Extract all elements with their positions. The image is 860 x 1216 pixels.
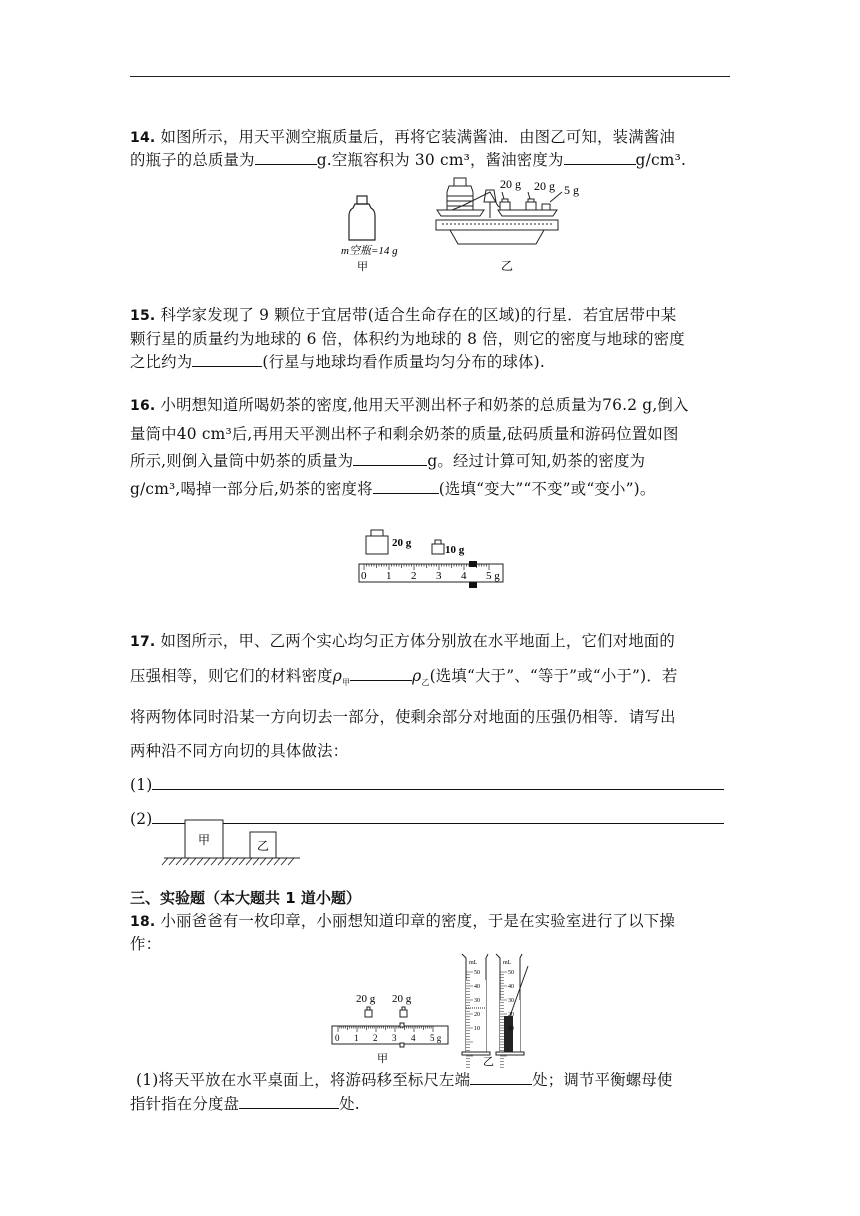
rider: [469, 582, 477, 588]
weight-label: 5 g: [564, 183, 579, 197]
rider-scale-figure: [330, 986, 452, 1066]
left-pan: [437, 210, 484, 216]
weight-label: 10 g: [445, 544, 465, 556]
figure-label-jia: 甲: [357, 261, 368, 273]
cylinder-tick-label: 30: [474, 998, 480, 1004]
scale-tick-label: 2: [411, 570, 417, 582]
cylinder-tick-label: 20: [474, 1012, 480, 1018]
scale-tick-label: 5 g: [486, 570, 500, 582]
figure-label-yi: 乙: [483, 1056, 494, 1068]
rider: [400, 1043, 404, 1047]
cube-label: 甲: [198, 833, 211, 847]
figure-label-jia: 甲: [377, 1053, 388, 1065]
full-bottle: [447, 178, 473, 210]
figure-label-yi: 乙: [501, 259, 514, 273]
question-text: (选填“大于”、“等于”或“小于”)．若: [429, 667, 678, 685]
question-number: 16.: [130, 398, 156, 414]
scale-tick-label: 1: [386, 570, 392, 582]
cylinder-tick-label: 50: [508, 970, 514, 976]
weight-20g: [365, 1010, 372, 1017]
cylinder-tick-label: 10: [508, 1026, 514, 1032]
question-text: 空瓶容积为 30 cm³，酱油密度为: [331, 151, 564, 169]
cubes-figure: [160, 814, 310, 870]
scale-tick-label: 0: [361, 570, 367, 582]
empty-bottle-figure: [335, 194, 415, 276]
question-text: (1)将天平放在水平桌面上，将游码移至标尺左端: [136, 1071, 471, 1089]
answer-blank[interactable]: [192, 352, 262, 367]
rho-symbol: ρ: [332, 667, 342, 685]
unit-label: mL: [469, 960, 478, 966]
bottle-caption: m空瓶=14 g: [341, 245, 398, 257]
answer-blank[interactable]: [470, 1070, 532, 1085]
question-number: 17.: [130, 634, 156, 650]
unit-text: g.: [316, 151, 332, 169]
question-16: [130, 392, 730, 503]
weight-label: 20 g: [356, 993, 376, 1005]
question-text: 将两物体同时沿某一方向切去一部分，使剩余部分对地面的压强仍相等．请写出: [130, 708, 676, 727]
cylinder-left: [462, 954, 488, 1068]
question-14: [130, 126, 730, 171]
answer-line[interactable]: [152, 775, 724, 790]
question-text: 小明想知道所喝奶茶的密度,他用天平测出杯子和奶茶的总质量为76.2 g,倒入: [160, 396, 689, 414]
answer-blank[interactable]: [239, 1094, 339, 1109]
question-text: 处；调节平衡螺母使: [532, 1071, 673, 1089]
cylinder-tick-label: 40: [474, 984, 480, 990]
question-text: 所示,则倒入量筒中奶茶的质量为: [130, 452, 354, 470]
answer-blank[interactable]: [255, 150, 317, 165]
question-text: 处.: [339, 1095, 360, 1113]
weight-20g: [400, 1010, 407, 1017]
question-text: 作：: [130, 935, 162, 953]
scale-tick-label: 4: [411, 1033, 416, 1043]
question-number: 14.: [130, 130, 156, 146]
answer-blank[interactable]: [564, 150, 636, 165]
cylinder-right: [496, 954, 528, 1068]
rho-subscript: 甲: [341, 678, 351, 688]
question-number: 18.: [130, 914, 156, 930]
question-text: 量筒中40 cm³后,再用天平测出杯子和剩余奶茶的质量,砝码质量和游码位置如图: [130, 424, 679, 443]
scale-tick-label: 4: [461, 570, 467, 582]
weight-10g: [432, 544, 444, 554]
header-rule: [130, 76, 730, 77]
cylinder-tick-label: 20: [508, 1012, 514, 1018]
question-text: 两种沿不同方向切的具体做法：: [130, 742, 349, 761]
scale-ruler: [359, 564, 503, 582]
rho-subscript: 乙: [421, 678, 430, 688]
cube-label: 乙: [257, 839, 270, 853]
rho-symbol: ρ: [412, 667, 422, 685]
weight-label: 20 g: [392, 537, 412, 549]
answer-index: (2): [130, 810, 153, 829]
cylinder-tick-label: 30: [508, 998, 514, 1004]
scale-tick-label: 2: [373, 1033, 378, 1043]
question-18: [130, 910, 730, 955]
section-title: 三、实验题（本大题共 1 道小题）: [130, 889, 361, 907]
question-number: 15.: [130, 308, 156, 324]
rider: [469, 561, 477, 567]
scale-tick-label: 0: [335, 1033, 340, 1043]
weights-and-rider-figure: [356, 526, 506, 590]
question-text: g。经过计算可知,奶茶的密度为: [427, 452, 646, 470]
unit-text: g/cm³.: [635, 151, 687, 169]
scale-tick-label: 3: [392, 1033, 397, 1043]
scale-tick-label: 3: [436, 570, 442, 582]
weight-label: 20 g: [534, 179, 555, 193]
unit-label: mL: [503, 960, 512, 966]
answer-blank[interactable]: [350, 666, 412, 681]
question-17: [130, 624, 730, 836]
cylinder-tick-label: 50: [474, 970, 480, 976]
cylinder-tick-label: 40: [508, 984, 514, 990]
question-text: 如图所示，甲、乙两个实心均匀正方体分别放在水平地面上，它们对地面的: [160, 632, 675, 650]
question-text: 压强相等，则它们的材料密度: [130, 667, 333, 685]
weight-20g: [366, 536, 388, 554]
question-text: (选填“变大”“不变”或“变小”)。: [438, 479, 656, 498]
weight-20g: [526, 202, 536, 210]
weight-5g: [542, 204, 550, 210]
question-text: 科学家发现了 9 颗位于宜居带(适合生命存在的区域)的行星．若宜居带中某: [160, 306, 677, 324]
rider: [400, 1023, 404, 1027]
balance-figure: [432, 172, 602, 276]
scale-tick-label: 5 g: [430, 1033, 442, 1043]
right-pan: [498, 210, 557, 216]
question-text: (行星与地球均看作质量均匀分布的球体).: [262, 353, 545, 371]
balance-base: [436, 220, 558, 230]
answer-index: (1): [130, 776, 153, 795]
answer-blank[interactable]: [353, 451, 427, 466]
weight-label: 20 g: [500, 177, 521, 191]
weight-label: 20 g: [392, 993, 412, 1005]
seal-in-water: [504, 1016, 513, 1052]
cylinder-figure: [458, 950, 538, 1068]
question-18-part-1: [130, 1068, 730, 1116]
question-text: 的瓶子的总质量为: [130, 151, 255, 169]
question-text: g/cm³,喝掉一部分后,奶茶的密度将: [130, 479, 373, 498]
question-text: 颗行星的质量约为地球的 6 倍，体积约为地球的 8 倍，则它的密度与地球的密度: [130, 330, 685, 348]
question-15: [130, 304, 730, 374]
scale-tick-label: 1: [354, 1033, 359, 1043]
weight-20g: [500, 202, 510, 210]
question-text: 如图所示，用天平测空瓶质量后，再将它装满酱油．由图乙可知，装满酱油: [160, 128, 675, 146]
question-text: 指针指在分度盘: [130, 1095, 240, 1113]
cylinder-tick-label: 10: [474, 1026, 480, 1032]
question-text: 小丽爸爸有一枚印章，小丽想知道印章的密度，于是在实验室进行了以下操: [160, 912, 675, 930]
question-text: 之比约为: [130, 353, 193, 371]
answer-blank[interactable]: [373, 479, 439, 494]
